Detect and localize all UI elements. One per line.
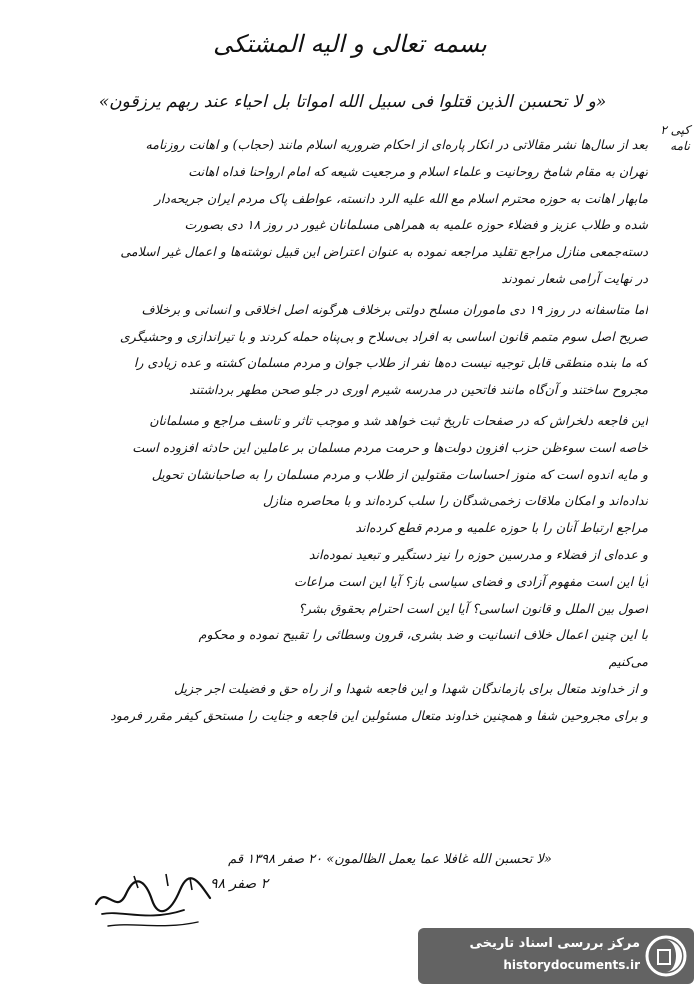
text-line: صریح اصل سوم متمم قانون اساسی به افراد بی‌سلاح و بی‌پناه حمله کردند و با تیراندازی و وحشیگری [119, 328, 648, 344]
quran-verse: «و لا تحسبن الذین قتلوا فی سبیل الله امواتا بل احیاء عند ربهم یرزقون» [98, 92, 607, 112]
text-line: و برای مجروحین شفا و همچنین خداوند متعال مسئولین این فاجعه و جنایت را مستحق کیفر مقرر فرمود [110, 707, 648, 723]
text-line: با این چنین اعمال خلاف انسانیت و ضد بشری، قرون وسطائی را تقبیح نموده و محکوم [198, 627, 648, 643]
text-line: و از خداوند متعال برای بازماندگان شهدا و این فاجعه شهدا و از راه حق و فضیلت اجر جزیل [173, 680, 648, 696]
paragraph-1 [30, 132, 648, 293]
text-line: می‌کنیم [608, 654, 648, 670]
archive-watermark [418, 928, 694, 984]
watermark-url: historydocuments.ir [503, 958, 640, 972]
text-line: که ما بنده منطقی قابل توجیه نیست ده‌ها نفر از طلاب جوان و مردم مسلمان کشته و عده زیادی را [133, 355, 648, 371]
text-line: و مایه اندوه است که منوز احساسات مقتولین از طلاب و مردم مسلمان را به صاحبانشان تحویل [151, 466, 648, 482]
text-line: خاصه است سوءظن حزب افزون دولت‌ها و حرمت مردم مسلمان بر عاملین این حادثه افزوده است [132, 439, 648, 455]
text-line: این فاجعه دلخراش که در صفحات تاریخ ثبت خواهد شد و موجب تاثر و تاسف مراجع و مسلمانان [149, 412, 648, 428]
handwritten-signature [88, 864, 218, 934]
text-line: مابهار اهانت به حوزه محترم اسلام مع الله علیه الرد دانسته، عواطف پاک مردم ایران جریحه‌دار [154, 190, 648, 206]
text-line: در نهایت آرامی شعار نمودند [501, 270, 648, 286]
document-heading: بسمه تعالی و الیه المشتکی [213, 30, 487, 58]
text-line: آیا این است مفهوم آزادی و فضای سیاسی باز؟ آیا این است مراعات [294, 573, 648, 589]
paragraph-3 [30, 408, 648, 569]
text-line: تهران به مقام شامخ روحانیت و علماء اسلام و مرجعیت شیعه که امام ارواحنا فداه اهانت [188, 163, 648, 179]
closing-line: «لا تحسبن الله غافلا عما یعمل الظالمون» ۲۰ صفر ۱۳۹۸ قم [228, 852, 552, 867]
signature-scribble [88, 864, 218, 934]
letter-date: ۲ صفر ۹۸ [210, 876, 269, 892]
text-line: مراجع ارتباط آنان را با حوزه علمیه و مردم قطع کرده‌اند [355, 520, 648, 536]
paragraph-4 [30, 569, 648, 676]
text-line: نداده‌اند و امکان ملاقات زخمی‌شدگان را سلب کرده‌اند و با محاصره منازل [262, 493, 648, 509]
letter-body [30, 132, 648, 730]
margin-note: کپی ۲ نامه [660, 123, 690, 153]
text-line: اصول بین الملل و قانون اساسی؟ آیا این است احترام بحقوق بشر؟ [298, 600, 648, 616]
text-line: شده و طلاب عزیز و فضلاء حوزه علمیه به همراهی مسلمانان غیور در روز ۱۸ دی بصورت [184, 217, 648, 233]
text-line: و عده‌ای از فضلاء و مدرسین حوزه را نیز دستگیر و تبعید نموده‌اند [308, 546, 648, 562]
watermark-org-name: مرکز بررسی اسناد تاریخی [469, 936, 640, 951]
text-line: بعد از سال‌ها نشر مقالاتی در انکار پاره‌ای از احکام ضروریه اسلام مانند (حجاب) و اهانت روزنامه [145, 137, 648, 152]
archive-logo-icon [644, 934, 688, 978]
paragraph-5 [30, 676, 648, 730]
text-line: مجروح ساختند و آن‌گاه مانند فاتحین در مدرسه شیرم اوری در جلو صحن مطهر برداشتند [189, 382, 648, 398]
text-line: دسته‌جمعی منازل مراجع تقلید مراجعه نموده به عنوان اعتراض این قبیل نوشته‌ها و اعمال غیر اسلامی [120, 244, 648, 260]
text-line: اما متاسفانه در روز ۱۹ دی ماموران مسلح دولتی برخلاف هرگونه اصل اخلاقی و انسانی و برخلاف [141, 301, 648, 317]
paragraph-2 [30, 297, 648, 404]
